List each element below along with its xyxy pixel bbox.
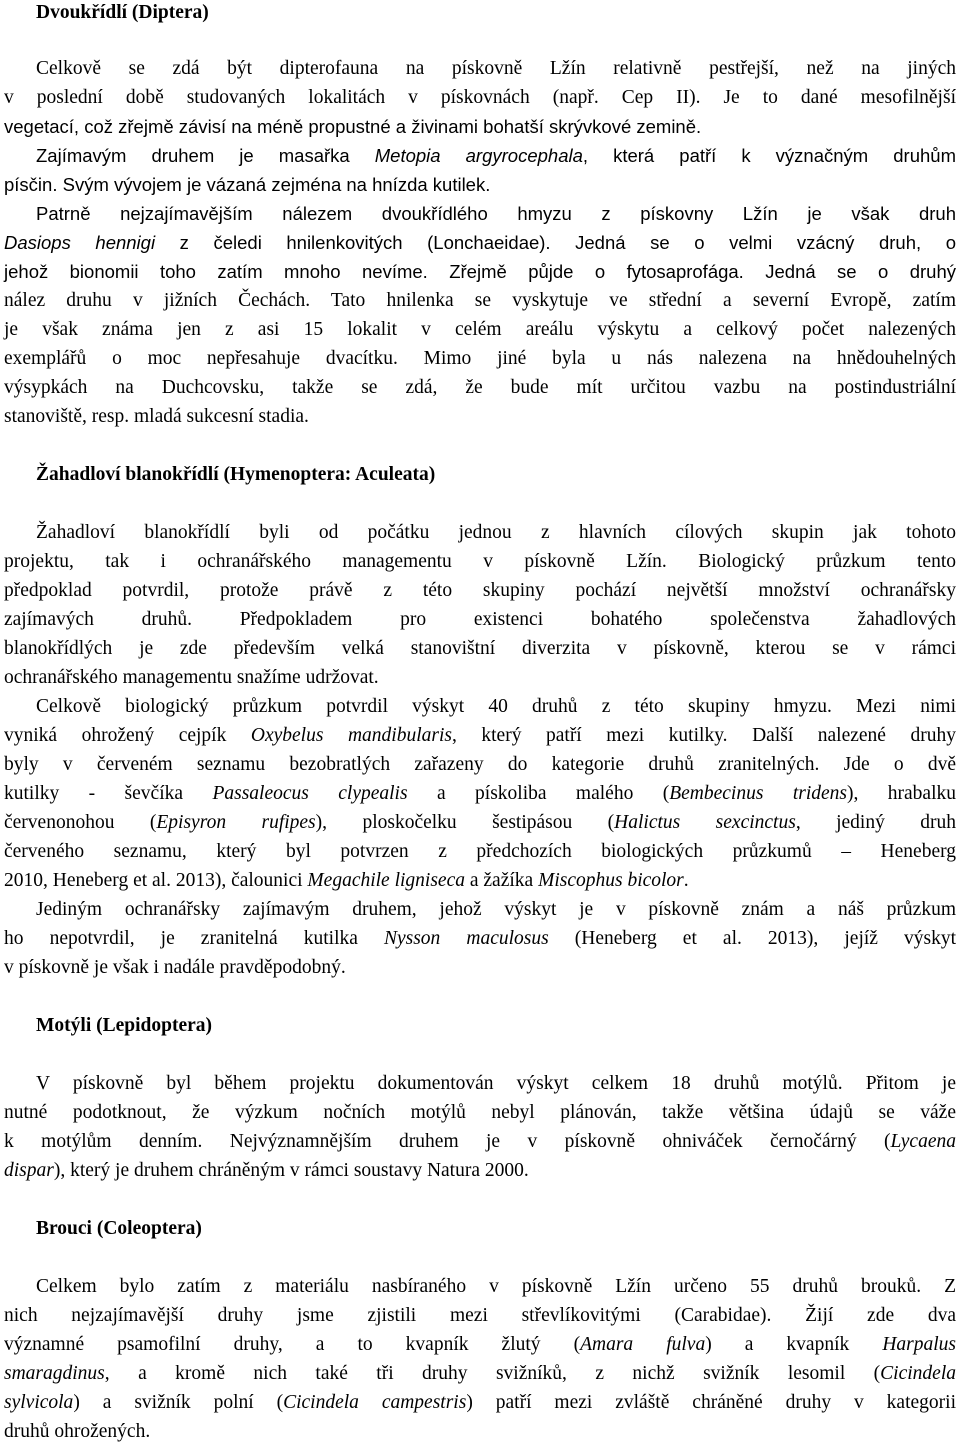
text-line: druhů ohrožených.: [4, 1421, 151, 1442]
text-line-content: významné psamofilní druhy, a to kvapník žlutý (Amara fulva) a kvapník Harpalus: [4, 1334, 956, 1355]
text-line: výsypkách na Duchcovsku, takže se zdá, že bude mít určitou vazbu na postindustriální: [4, 377, 956, 398]
section-heading-lepidoptera: Motýli (Lepidoptera): [36, 1015, 213, 1036]
text-line: V pískovně byl během projektu dokumentován výskyt celkem 18 druhů motýlů. Přitom je: [36, 1073, 956, 1094]
text-line-content: smaragdinus, a kromě nich také tři druhy svižníků, z nichž svižník lesomil (Cicindela: [4, 1363, 956, 1384]
text-line: Jediným ochranářsky zajímavým druhem, jehož výskyt je v pískovně znám a náš průzkum: [36, 899, 956, 920]
text-line: zajímavých druhů. Předpokladem pro existenci bohatého společenstva žahadlových: [4, 609, 956, 630]
text-line: [4, 1334, 956, 1356]
text-line-content: k motýlům denním. Nejvýznamnějším druhem je v pískovně ohniváček černočárný (Lycaena: [4, 1131, 956, 1152]
text-line: [4, 1131, 956, 1153]
species-name: Oxybelus mandibularis: [250, 725, 452, 746]
text-line-content: kutilky - ševčíka Passaleocus clypealis a pískoliba malého (Bembecinus tridens), hrabalku: [4, 783, 957, 804]
text-line-content: sylvicola) a svižník polní (Cicindela campestris) patří mezi zvláště chráněné druhy v kategorii: [4, 1392, 956, 1413]
species-name: Halictus sexcinctus: [614, 812, 796, 833]
text-line: Celkem bylo zatím z materiálu nasbíraného v pískovně Lžín určeno 55 druhů brouků. Z: [36, 1276, 956, 1297]
text-line: nutné podotknout, že výzkum nočních motýlů nebyl plánován, takže většina údajů se váže: [4, 1102, 956, 1123]
species-name: Cicindela: [880, 1363, 956, 1384]
text-line: předpoklad potvrdil, protože právě z této skupiny pochází největší množství ochranářsky: [4, 580, 956, 601]
text-line: Patrně nejzajímavějším nálezem dvoukřídlého hmyzu z pískovny Lžín je však druh: [36, 203, 956, 224]
species-name: Cicindela campestris: [283, 1392, 467, 1413]
text-line-content: dispar), který je druhem chráněným v rámci soustavy Natura 2000.: [4, 1160, 529, 1181]
text-line-content: Zajímavým druhem je masařka Metopia argyrocephala, která patří k význačným druhům: [36, 145, 956, 166]
section-heading-hymenoptera: Žahadloví blanokřídlí (Hymenoptera: Aculeata): [36, 464, 436, 485]
text-line: [4, 725, 956, 747]
text-line-content: ho nepotvrdil, je zranitelná kutilka Nysson maculosus (Heneberg et al. 2013), jejíž výskyt: [4, 928, 957, 949]
species-name: Episyron rufipes: [156, 812, 316, 833]
species-name: Nysson maculosus: [383, 928, 549, 949]
species-name: Passaleocus clypealis: [212, 783, 408, 804]
text-line: Celkově biologický průzkum potvrdil výskyt 40 druhů z této skupiny hmyzu. Mezi nimi: [36, 696, 956, 717]
text-line: [4, 870, 956, 892]
species-name: dispar: [4, 1160, 54, 1181]
text-line: [4, 928, 956, 950]
text-line-content: 2010, Heneberg et al. 2013), čalounici Megachile ligniseca a žažíka Miscophus bicolor.: [4, 870, 689, 891]
text-line: vegetací, což zřejmě závisí na méně propustné a živinami bohatší skrývkové zemině.: [4, 116, 702, 137]
text-line-content: Dasiops hennigi z čeledi hnilenkovitých (Lonchaeidae). Jedná se o velmi vzácný druh, o: [4, 232, 956, 253]
species-name: Amara fulva: [580, 1334, 706, 1355]
text-line: nich nejzajímavější druhy jsme zjistili mezi střevlíkovitými (Carabidae). Žijí zde dva: [4, 1305, 956, 1326]
text-line: [4, 812, 956, 834]
text-line: písčin. Svým vývojem je vázaná zejména na hnízda kutilek.: [4, 174, 491, 195]
text-line: ochranářského managementu snažíme udržovat.: [4, 667, 379, 688]
species-name: Lycaena: [890, 1131, 956, 1152]
species-name: Metopia argyrocephala: [374, 145, 583, 166]
text-line: [4, 1160, 956, 1182]
text-line-content: vyniká ohrožený cejpík Oxybelus mandibularis, který patří mezi kutilky. Další nalezené druhy: [4, 725, 956, 746]
text-line: je však známa jen z asi 15 lokalit v celém areálu výskytu a celkový počet nalezených: [4, 319, 956, 340]
text-line: [36, 145, 956, 167]
text-line: projektu, tak i ochranářského managementu v pískovně Lžín. Biologický průzkum tento: [4, 551, 956, 572]
text-line: [4, 783, 956, 805]
text-line: stanoviště, resp. mladá sukcesní stadia.: [4, 406, 309, 427]
text-line: [4, 232, 956, 254]
text-line: [4, 1392, 956, 1414]
text-line: blanokřídlých je zde především velká stanovištní diverzita v pískovně, kterou se v rámci: [4, 638, 956, 659]
text-line: červeného seznamu, který byl potvrzen z předchozích biologických průzkumů – Heneberg: [4, 841, 956, 862]
section-heading-coleoptera: Brouci (Coleoptera): [36, 1218, 202, 1239]
text-line: exemplářů o moc nepřesahuje dvacítku. Mimo jiné byla u nás nalezena na hnědouhelných: [4, 348, 956, 369]
section-heading-diptera: Dvoukřídlí (Diptera): [36, 2, 209, 23]
text-line: v pískovně je však i nadále pravděpodobný.: [4, 957, 346, 978]
text-line: Celkově se zdá být dipterofauna na pískovně Lžín relativně pestřejší, než na jiných: [36, 58, 956, 79]
species-name: Megachile ligniseca: [307, 870, 465, 891]
species-name: sylvicola: [4, 1392, 74, 1413]
text-line: nález druhu v jižních Čechách. Tato hnilenka se vyskytuje ve střední a severní Evropě, zatím: [4, 290, 956, 311]
text-line: [4, 1363, 956, 1385]
species-name: Miscophus bicolor: [538, 870, 684, 891]
text-line: jehož bionomii toho zatím mnoho nevíme. Zřejmě půjde o fytosaprofága. Jedná se o druhý: [4, 261, 956, 282]
species-name: Bembecinus tridens: [669, 783, 848, 804]
text-line: byly v červeném seznamu bezobratlých zařazeny do kategorie druhů zranitelných. Jde o dvě: [4, 754, 956, 775]
species-name: Harpalus: [882, 1334, 956, 1355]
species-name: smaragdinus: [4, 1363, 105, 1384]
text-line: Žahadloví blanokřídlí byli od počátku jednou z hlavních cílových skupin jak tohoto: [36, 522, 956, 543]
species-name: Dasiops hennigi: [4, 232, 156, 253]
text-line: v poslední době studovaných lokalitách v pískovnách (např. Cep II). Je to dané mesofilnější: [4, 87, 956, 108]
text-line-content: červenonohou (Episyron rufipes), ploskočelku šestipásou (Halictus sexcinctus, jediný druh: [4, 812, 957, 833]
